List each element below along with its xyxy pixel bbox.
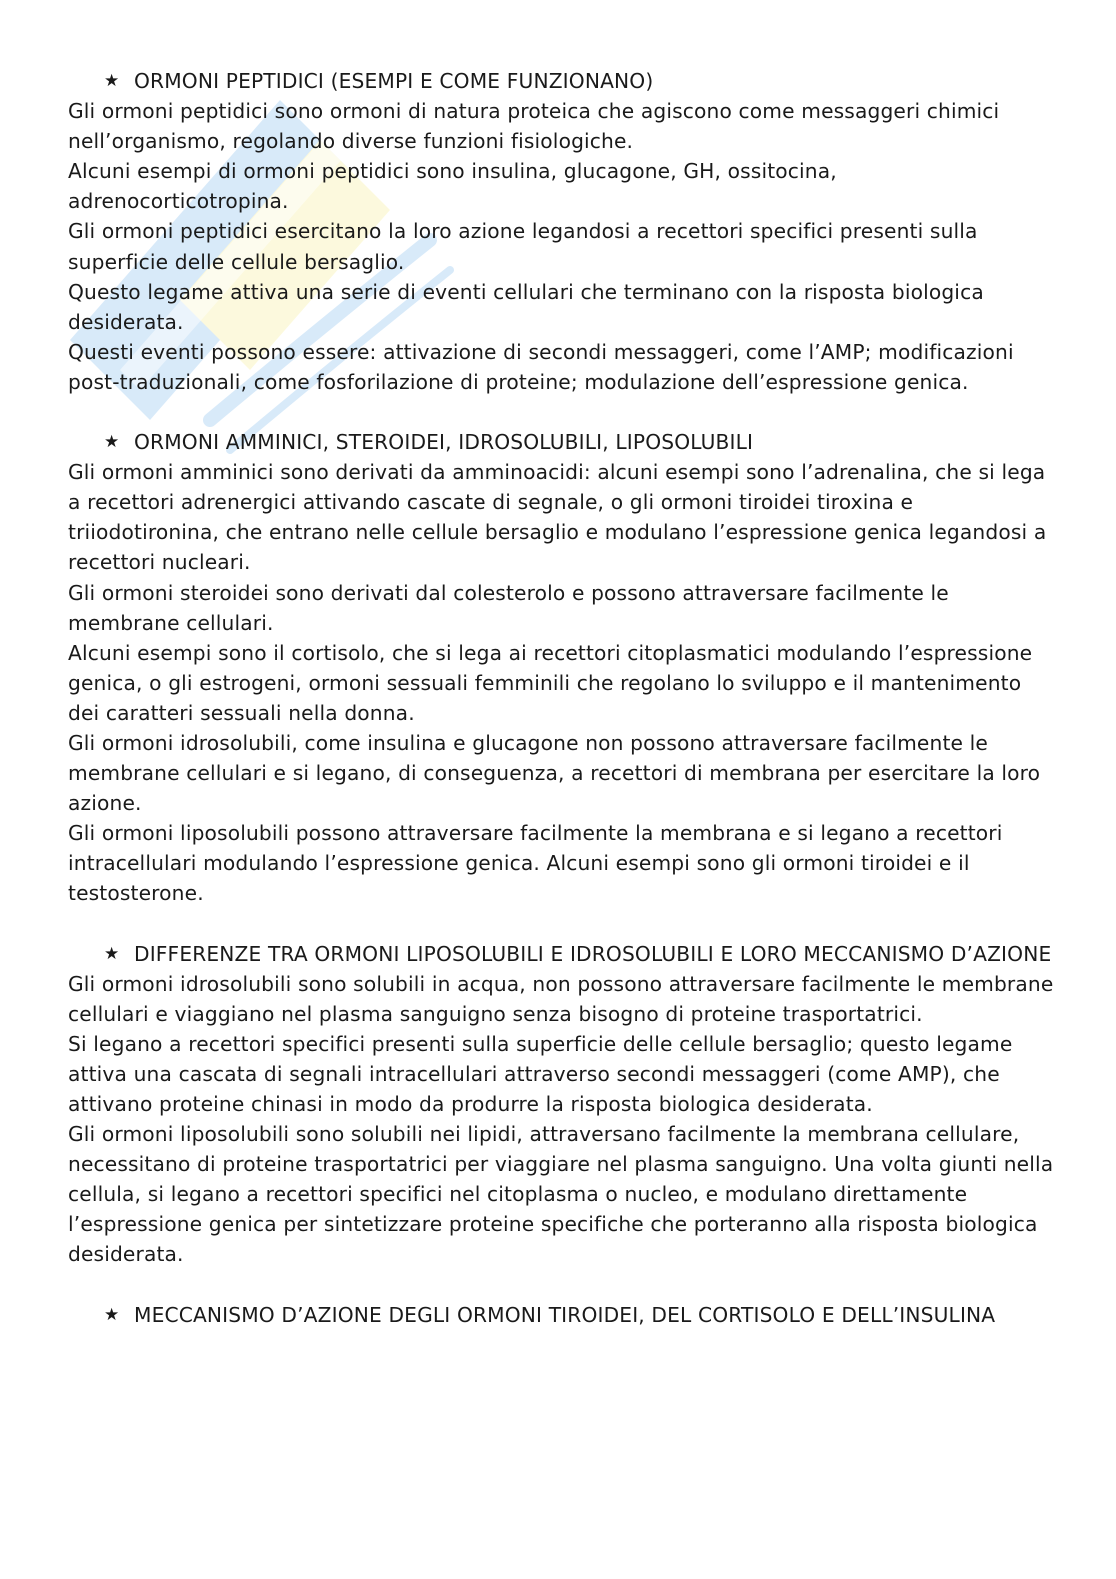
star-bullet-icon: ★ bbox=[104, 432, 120, 453]
section bbox=[68, 939, 1058, 1270]
paragraph: Questo legame attiva una serie di eventi cellulari che terminano con la risposta biologica desiderata. bbox=[68, 279, 984, 334]
section bbox=[68, 427, 1058, 909]
star-bullet-icon: ★ bbox=[104, 71, 120, 91]
document-page bbox=[68, 66, 1058, 1360]
paragraph: Gli ormoni amminici sono derivati da amminoacidi: alcuni esempi sono l’adrenalina, che si lega a recettori adrenergici attivando cascate di segnale, o gli ormoni tiroidei tiroxina e triiodotironina, che entrano nelle cellule bersaglio e modulano l’espressione genica legandosi a recettori nucleari. bbox=[68, 460, 1047, 575]
heading-text: MECCANISMO D’AZIONE DEGLI ORMONI TIROIDEI, DEL CORTISOLO E DELL’INSULINA bbox=[134, 1302, 996, 1327]
heading-text: ORMONI PEPTIDICI (ESEMPI E COME FUNZIONANO) bbox=[134, 69, 654, 93]
paragraph: Gli ormoni idrosolubili, come insulina e glucagone non possono attraversare facilmente le membrane cellulari e si legano, di conseguenza, a recettori di membrana per esercitare la loro azione. bbox=[68, 730, 1041, 816]
paragraph: Gli ormoni peptidici esercitano la loro azione legandosi a recettori specifici presenti sulla superficie delle cellule bersaglio. bbox=[68, 219, 978, 274]
paragraph: Gli ormoni liposolubili possono attraversare facilmente la membrana e si legano a recettori intracellulari modulando l’espressione genica. Alcuni esempi sono gli ormoni tiroidei e il testosterone. bbox=[68, 821, 1003, 906]
paragraph: Questi eventi possono essere: attivazione di secondi messaggeri, come l’AMP; modificazioni post-traduzionali, come fosforilazione di proteine; modulazione dell’espressione genica. bbox=[68, 339, 1014, 394]
section-heading bbox=[68, 66, 1058, 96]
paragraph: Gli ormoni steroidei sono derivati dal colesterolo e possono attraversare facilmente le membrane cellulari. bbox=[68, 580, 949, 635]
star-bullet-icon: ★ bbox=[104, 943, 120, 964]
heading-text: DIFFERENZE TRA ORMONI LIPOSOLUBILI E IDROSOLUBILI E LORO MECCANISMO D’AZIONE bbox=[134, 941, 1052, 966]
section-heading bbox=[68, 427, 1058, 457]
star-bullet-icon: ★ bbox=[104, 1304, 120, 1325]
paragraph: Alcuni esempi di ormoni peptidici sono insulina, glucagone, GH, ossitocina, adrenocorticotropina. bbox=[68, 159, 837, 214]
paragraph: Gli ormoni idrosolubili sono solubili in acqua, non possono attraversare facilmente le membrane cellulari e viaggiano nel plasma sanguigno senza bisogno di proteine trasportatrici. bbox=[68, 971, 1054, 1026]
paragraph: Alcuni esempi sono il cortisolo, che si lega ai recettori citoplasmatici modulando l’espressione genica, o gli estrogeni, ormoni sessuali femminili che regolano lo sviluppo e il mantenimento dei caratteri sessuali nella donna. bbox=[68, 640, 1033, 725]
section-heading bbox=[68, 1300, 1058, 1330]
section bbox=[68, 66, 1058, 397]
paragraph: Gli ormoni peptidici sono ormoni di natura proteica che agiscono come messaggeri chimici nell’organismo, regolando diverse funzioni fisiologiche. bbox=[68, 99, 1000, 154]
section bbox=[68, 1300, 1058, 1330]
section-heading bbox=[68, 939, 1058, 969]
paragraph: Gli ormoni liposolubili sono solubili nei lipidi, attraversano facilmente la membrana cellulare, necessitano di proteine trasportatrici per viaggiare nel plasma sanguigno. Una volta giunti nella cellula, si legano a recettori specifici nel citoplasma o nucleo, e modulano direttamente l’espressione genica per sintetizzare proteine specifiche che porteranno alla risposta biologica desiderata. bbox=[68, 1122, 1054, 1267]
paragraph: Si legano a recettori specifici presenti sulla superficie delle cellule bersaglio; questo legame attiva una cascata di segnali intracellulari attraverso secondi messaggeri (come AMP), che attivano proteine chinasi in modo da produrre la risposta biologica desiderata. bbox=[68, 1031, 1013, 1116]
heading-text: ORMONI AMMINICI, STEROIDEI, IDROSOLUBILI, LIPOSOLUBILI bbox=[134, 430, 754, 455]
